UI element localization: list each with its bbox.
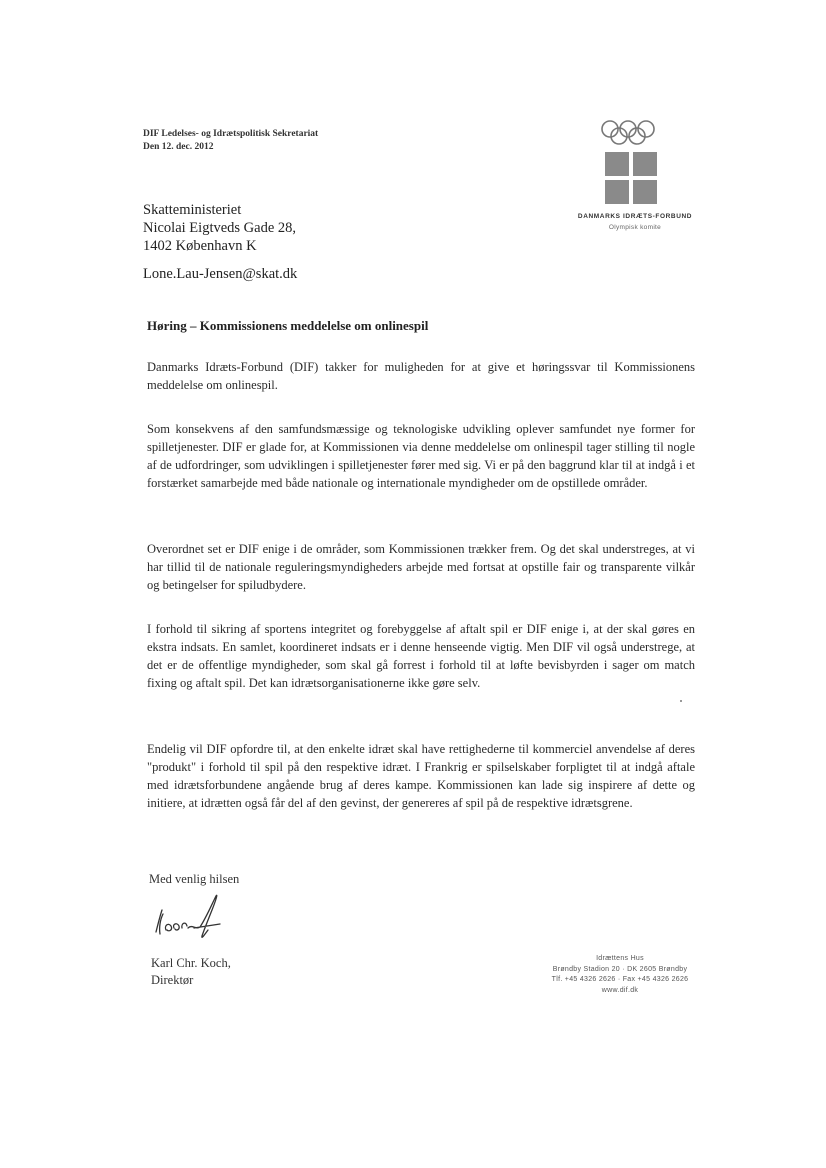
paragraph-overall: Overordnet set er DIF enige i de områder, som Kommissionen trækker frem. Og det skal understreges, at vi har tillid til de nationale reguleringsmyndigheders arbejde med fortsat at opstille fair og transparente vilkår og betingelser for spiludbydere. bbox=[147, 542, 695, 592]
recipient-email: Lone.Lau-Jensen@skat.dk bbox=[143, 266, 298, 282]
org-name: DANMARKS IDRÆTS-FORBUND bbox=[577, 213, 693, 220]
paragraph-intro: Danmarks Idræts-Forbund (DIF) takker for muligheden for at give et høringssvar til Kommissionens meddelelse om onlinespil. bbox=[147, 360, 695, 392]
footer-phone: Tlf. +45 4326 2626 · Fax +45 4326 2626 bbox=[551, 976, 689, 983]
recipient-street: Nicolai Eigtveds Gade 28, bbox=[143, 220, 297, 236]
signer-title: Direktør bbox=[151, 973, 194, 987]
recipient-city: 1402 København K bbox=[143, 238, 257, 254]
closing-greeting: Med venlig hilsen bbox=[149, 872, 240, 886]
paragraph-development: Som konsekvens af den samfundsmæssige og teknologiske udvikling oplever samfundet nye former for spilletjenester. DIF er glade for, at Kommissionen via denne meddelelse om onlinespil tager stilling til nogle af de udfordringer, som udviklingen i spilletjenester fører med sig. Vi er på den baggrund klar til at indgå i et forstærket samarbejde med både nationale og internationale myndigheder om de opstillede områder. bbox=[147, 422, 695, 490]
olympic-rings-icon bbox=[598, 120, 678, 146]
signer-name: Karl Chr. Koch, bbox=[151, 956, 231, 970]
letter-date: Den 12. dec. 2012 bbox=[143, 142, 214, 152]
scan-speck bbox=[680, 700, 682, 702]
org-subtitle: Olympisk komite bbox=[608, 224, 662, 231]
footer-website: www.dif.dk bbox=[601, 986, 639, 994]
handwritten-signature bbox=[150, 890, 240, 945]
dif-squares-icon bbox=[605, 152, 657, 204]
recipient-address bbox=[143, 201, 296, 255]
footer-building: Idrættens Hus bbox=[596, 955, 644, 962]
letter-subject: Høring – Kommissionens meddelelse om onlinespil bbox=[147, 318, 429, 333]
paragraph-integrity: I forhold til sikring af sportens integritet og forebyggelse af aftalt spil er DIF enige i, at der skal gøres en ekstra indsats. En samlet, koordineret indsats er i denne henseende vigtig. Men DIF vil også understrege, at det er de offentlige myndigheder, som skal gå forrest i forhold til at løfte bevisbyrden i sager om match fixing og aftalt spil. Det kan idrætsorganisationerne ikke gøre selv. bbox=[147, 622, 695, 690]
recipient-name: Skatteministeriet bbox=[143, 202, 242, 218]
sender-department: DIF Ledelses- og Idrætspolitisk Sekretariat bbox=[143, 129, 319, 139]
footer-address bbox=[520, 954, 720, 996]
footer-street: Brøndby Stadion 20 · DK 2605 Brøndby bbox=[552, 965, 688, 973]
sender-block bbox=[143, 128, 318, 154]
paragraph-rights: Endelig vil DIF opfordre til, at den enkelte idræt skal have rettighederne til kommerciel anvendelse af deres "produkt" i forhold til spil på den respektive idræt. I Frankrig er spilselskaber forpligtet til at indgå aftale med idrætsforbundene angående brug af deres kampe. Kommissionen kan lade sig inspirere af dette og initiere, at idrætten også får del af den gevinst, der genereres af spil på de respektive idrætsgrene. bbox=[147, 742, 695, 810]
signer-block bbox=[151, 955, 231, 989]
